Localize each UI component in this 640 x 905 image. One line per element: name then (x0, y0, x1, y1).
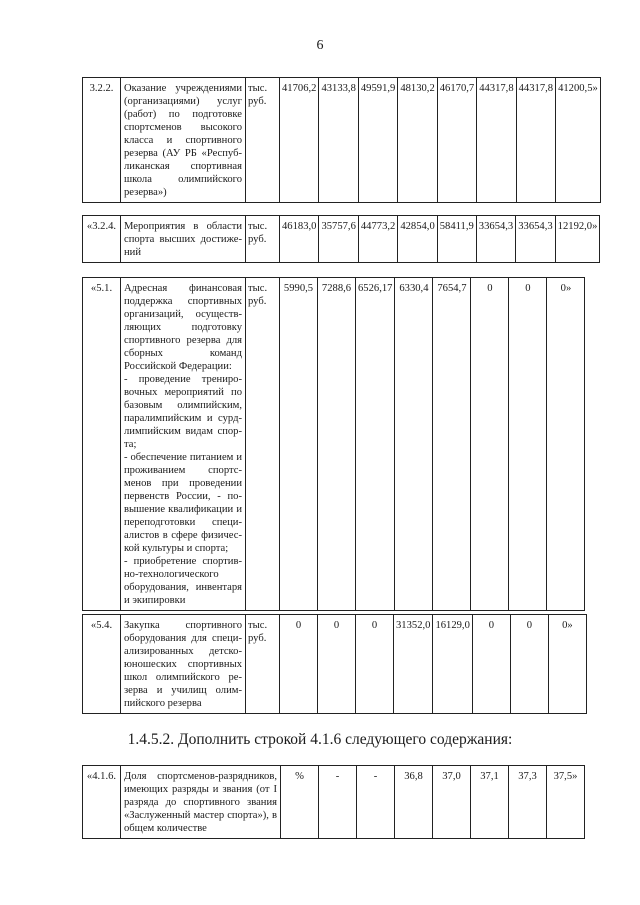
row-unit: тыс. руб. (246, 216, 280, 263)
value-cell: 6330,4 (395, 278, 433, 611)
row-number: «5.1. (83, 278, 121, 611)
row-number: 3.2.2. (83, 78, 121, 203)
value-cell: 31352,0 (394, 615, 433, 714)
value-cell: 0 (509, 278, 547, 611)
row-number: «5.4. (83, 615, 121, 714)
row-number: «3.2.4. (83, 216, 121, 263)
value-cell: - (319, 766, 357, 839)
value-cell: 33654,3 (516, 216, 555, 263)
row-description: Доля спортсменов-разрядников, имеющих разряды и звания (от I разряда до спортивного звания «Заслуженный мастер спорта»), в общем количестве (121, 766, 281, 839)
value-cell: 49591,9 (358, 78, 397, 203)
value-cell: 33654,3 (476, 216, 515, 263)
row-description: Мероприятия в области спорта высших достиже-ний (121, 216, 246, 263)
value-cell: 42854,0 (398, 216, 437, 263)
value-cell: 36,8 (395, 766, 433, 839)
value-cell: 16129,0 (433, 615, 472, 714)
value-cell: 0» (548, 615, 586, 714)
value-cell: 35757,6 (319, 216, 358, 263)
value-cell: 44317,8 (516, 78, 555, 203)
value-cell: - (357, 766, 395, 839)
row-unit: тыс. руб. (246, 278, 280, 611)
section-heading: 1.4.5.2. Дополнить строкой 4.1.6 следующего содержания: (127, 731, 513, 748)
table-row (83, 216, 600, 263)
value-cell: 46170,7 (437, 78, 476, 203)
value-cell: 0 (510, 615, 548, 714)
table-row (83, 78, 601, 203)
value-cell: 43133,8 (319, 78, 358, 203)
value-cell: 7288,6 (318, 278, 356, 611)
value-cell: 58411,9 (437, 216, 476, 263)
table-fragment-5 (82, 765, 585, 839)
row-unit: тыс. руб. (246, 615, 280, 714)
table-row (83, 766, 585, 839)
row-unit: % (281, 766, 319, 839)
row-description: Оказание учреждениями (организациями) услуг (работ) по подготовке спортсменов высокого класса и спортивного резерва (АУ РБ «Респуб-ликанская спортивная школа олимпийского резерва») (121, 78, 246, 203)
row-unit: тыс. руб. (246, 78, 280, 203)
value-cell: 0 (356, 615, 394, 714)
value-cell: 0 (471, 278, 509, 611)
value-cell: 0 (472, 615, 510, 714)
value-cell: 41706,2 (280, 78, 319, 203)
value-cell: 7654,7 (433, 278, 471, 611)
table-fragment-2 (82, 215, 600, 263)
value-cell: 0 (318, 615, 356, 714)
table-fragment-3 (82, 277, 585, 611)
page-number: 6 (316, 38, 324, 53)
value-cell: 48130,2 (398, 78, 437, 203)
value-cell: 37,5» (547, 766, 585, 839)
value-cell: 37,3 (509, 766, 547, 839)
value-cell: 12192,0» (555, 216, 600, 263)
value-cell: 0» (547, 278, 585, 611)
table-row (83, 278, 585, 611)
table-fragment-4 (82, 614, 587, 714)
row-description: Адресная финансовая поддержка спортивных организаций, осуществ-ляющих подготовку спортивного резерва для сборных команд Российской Федерации: - проведение трениро-вочных мероприятий по базовым олимпийским, паралимпийским и сурд-лимпийским видам спор-та; - обеспечение питанием и проживанием спортс-менов при проведении первенств России, - по-вышение квалификации и переподготовки специ-алистов в сфере физичес-кой культуры и спорта; - приобретение спортив-но-технологического оборудования, инвентаря и экипировки (121, 278, 246, 611)
value-cell: 6526,17 (356, 278, 395, 611)
row-description: Закупка спортивного оборудования для специ-ализированных детско-юношеских спортивных школ олимпийского ре-зерва и училищ олим-пийского резерва (121, 615, 246, 714)
value-cell: 44317,8 (477, 78, 516, 203)
value-cell: 0 (280, 615, 318, 714)
value-cell: 44773,2 (358, 216, 397, 263)
value-cell: 37,0 (433, 766, 471, 839)
value-cell: 41200,5» (556, 78, 601, 203)
table-row (83, 615, 587, 714)
row-number: «4.1.6. (83, 766, 121, 839)
value-cell: 5990,5 (280, 278, 318, 611)
value-cell: 46183,0 (280, 216, 319, 263)
table-fragment-1 (82, 77, 601, 203)
value-cell: 37,1 (471, 766, 509, 839)
